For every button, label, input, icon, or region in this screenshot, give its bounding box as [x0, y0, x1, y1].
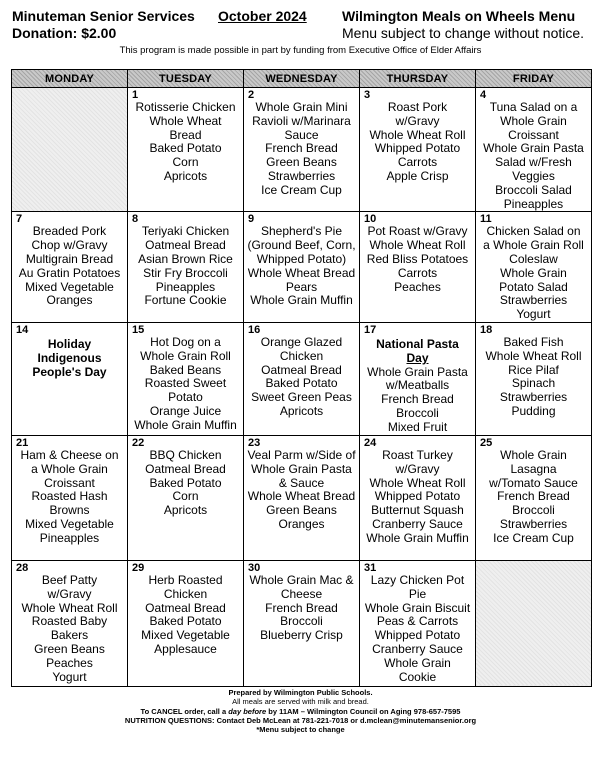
- day-number: 11: [480, 213, 492, 226]
- menu-item: Chicken: [163, 586, 208, 601]
- organization-name: Minuteman Senior Services: [12, 8, 195, 24]
- page-header: [12, 8, 590, 44]
- menu-item: Broccoli: [396, 405, 439, 420]
- menu-item: Whole Wheat Roll: [485, 348, 582, 363]
- menu-item: Whipped Potato: [374, 628, 461, 643]
- day-cell: [476, 322, 592, 435]
- day-number: 21: [16, 436, 29, 449]
- menu-item: Roasted Baby: [31, 614, 108, 629]
- menu-item: Whole Grain Mini: [255, 100, 348, 114]
- day-number: 31: [364, 561, 377, 574]
- menu-item: Stir Fry Broccoli: [143, 265, 228, 280]
- menu-item: Lasagna: [510, 461, 557, 476]
- menu-item: Baked Fish: [503, 334, 564, 349]
- day-number: 10: [364, 213, 377, 226]
- menu-item: French Bread: [265, 600, 338, 615]
- menu-item: Au Gratin Potatoes: [18, 265, 121, 280]
- menu-item: Sweet Green Peas: [251, 390, 352, 405]
- menu-item: Whole Wheat Roll: [369, 127, 466, 142]
- menu-item: BBQ Chicken: [149, 447, 222, 462]
- day-number: 24: [364, 436, 377, 449]
- menu-item: Asian Brown Rice: [138, 251, 233, 266]
- menu-item: Yogurt: [516, 307, 551, 322]
- day-number: 22: [132, 436, 145, 449]
- menu-item: Cheese: [280, 586, 323, 601]
- menu-item: Oatmeal Bread: [145, 600, 226, 615]
- menu-item: Fortune Cookie: [144, 293, 227, 308]
- menu-item: Pears: [285, 279, 318, 294]
- menu-item: Bakers: [50, 628, 89, 643]
- menu-item: Shepherd's Pie: [260, 224, 342, 239]
- menu-item: Corn: [172, 489, 199, 504]
- day-number: 9: [248, 213, 255, 226]
- menu-item: Cranberry Sauce: [372, 641, 463, 656]
- day-cell: [476, 88, 592, 212]
- menu-item: Red Bliss Potatoes: [366, 251, 469, 266]
- menu-item: French Bread: [265, 141, 338, 156]
- menu-item: Yogurt: [52, 669, 87, 684]
- day-number: [478, 562, 589, 574]
- menu-item: Salad w/Fresh: [495, 155, 572, 170]
- menu-item: Potato Salad: [499, 279, 568, 294]
- menu-item: Oranges: [278, 516, 325, 531]
- menu-item: French Bread: [497, 489, 570, 504]
- day-cell: [12, 435, 128, 560]
- menu-item: Pineapples: [155, 279, 216, 294]
- day-cell: [12, 560, 128, 686]
- menu-item: w/Meatballs: [385, 378, 450, 393]
- week-row: [12, 435, 592, 560]
- day-cell: [360, 560, 476, 686]
- day-number: 16: [248, 323, 261, 336]
- day-cell: [12, 212, 128, 323]
- menu-item: Whole Grain Muffin: [366, 530, 469, 545]
- menu-month: October 2024: [218, 8, 307, 24]
- day-cell: [360, 212, 476, 323]
- day-cell: [244, 435, 360, 560]
- menu-item: Broccoli Salad: [495, 182, 572, 197]
- menu-item: Whole Grain Biscuit: [364, 600, 471, 615]
- day-number: [14, 89, 125, 101]
- menu-item: Whole Grain Muffin: [250, 293, 353, 308]
- menu-item: Browns: [49, 503, 90, 518]
- day-number: 8: [132, 213, 139, 226]
- menu-item: Roast Pork: [387, 100, 448, 114]
- footer-meal-note: All meals are served with milk and bread.: [232, 697, 369, 707]
- menu-item: Whole Grain: [500, 265, 567, 280]
- menu-item: Green Beans: [266, 503, 337, 518]
- menu-item: Veggies: [512, 168, 555, 183]
- menu-item: a Whole Grain Roll: [483, 238, 584, 253]
- menu-item: Bread: [169, 127, 202, 142]
- weekday-header: WEDNESDAY: [244, 70, 360, 88]
- menu-item: Green Beans: [266, 155, 337, 170]
- menu-item: Tuna Salad on a: [489, 100, 578, 114]
- day-cell: [12, 322, 128, 435]
- footer-cancel-contact: by 11AM – Wilmington Council on Aging 978-657-7595: [266, 706, 461, 716]
- menu-item: Pineapples: [39, 530, 100, 545]
- holiday-label: Day: [406, 350, 429, 365]
- footer-nutrition-contact: NUTRITION QUESTIONS: Contact Deb McLean at 781-221-7018 or d.mclean@minutemansenior.org: [124, 715, 477, 725]
- funding-note: This program is made possible in part by funding from Executive Office of Elder Affairs: [119, 45, 482, 56]
- menu-item: Ham & Cheese on: [20, 447, 119, 462]
- menu-item: Whole Grain Mac &: [249, 572, 354, 587]
- week-row: [12, 212, 592, 323]
- day-cell: [128, 560, 244, 686]
- page-footer: [0, 688, 601, 734]
- menu-item: Baked Potato: [265, 376, 338, 391]
- menu-item: Mixed Vegetable: [25, 279, 114, 294]
- footer-prepared-by: Prepared by Wilmington Public Schools.: [228, 688, 373, 697]
- menu-item: a Whole Grain: [31, 461, 108, 476]
- menu-item: Whole Grain Pasta: [367, 364, 468, 379]
- menu-item: Strawberries: [499, 390, 568, 405]
- menu-item: Veal Parm w/Side of: [247, 447, 356, 462]
- menu-item: Spinach: [511, 376, 556, 391]
- menu-item: Baked Potato: [149, 614, 222, 629]
- day-number: 7: [16, 213, 23, 226]
- menu-item: Whole Grain: [500, 447, 567, 462]
- menu-item: w/Gravy: [395, 113, 440, 128]
- weekday-header-row: [12, 70, 592, 88]
- menu-item: Whipped Potato): [256, 251, 347, 266]
- menu-item: Ravioli w/Marinara: [252, 113, 351, 128]
- footer-cancel-text: To CANCEL order, call a: [140, 706, 229, 716]
- menu-item: Croissant: [44, 475, 95, 490]
- menu-item: Whipped Potato: [374, 489, 461, 504]
- day-number: 25: [480, 436, 493, 449]
- menu-item: Orange Juice: [149, 403, 222, 418]
- menu-item: Mixed Vegetable: [141, 628, 230, 643]
- menu-item: Whole Grain: [384, 655, 451, 670]
- menu-item: Rotisserie Chicken: [135, 100, 236, 114]
- footer-cancel-info: [0, 707, 601, 716]
- footer-disclaimer: *Menu subject to change: [256, 725, 345, 735]
- menu-item: Roasted Sweet: [144, 376, 227, 391]
- holiday-label: People's Day: [32, 364, 107, 379]
- day-cell: [360, 322, 476, 435]
- menu-item: Oatmeal Bread: [145, 238, 226, 253]
- menu-item: Whole Grain Roll: [140, 348, 231, 363]
- footer-cancel-emphasis: day before: [228, 706, 267, 716]
- menu-item: Roast Turkey: [382, 447, 453, 462]
- menu-item: w/Gravy: [47, 586, 92, 601]
- menu-item: Sauce: [284, 127, 319, 142]
- menu-item: Whole Wheat: [149, 113, 222, 128]
- menu-item: Peaches: [394, 279, 441, 294]
- day-cell: [360, 435, 476, 560]
- week-row: [12, 322, 592, 435]
- menu-title: Wilmington Meals on Wheels Menu: [342, 8, 576, 24]
- menu-item: Baked Potato: [149, 141, 222, 156]
- weekday-header: THURSDAY: [360, 70, 476, 88]
- holiday-label: Indigenous: [37, 350, 102, 365]
- menu-item: Multigrain Bread: [25, 251, 114, 266]
- menu-item: Corn: [172, 155, 199, 170]
- day-cell: [360, 88, 476, 212]
- menu-item: Oranges: [46, 293, 93, 308]
- menu-item: Pot Roast w/Gravy: [367, 224, 468, 239]
- week-row: [12, 88, 592, 212]
- menu-item: Whole Wheat Roll: [369, 475, 466, 490]
- day-number: 18: [480, 323, 493, 336]
- menu-item: Whole Wheat Roll: [21, 600, 118, 615]
- menu-item: Whole Grain: [500, 113, 567, 128]
- menu-item: Ice Cream Cup: [493, 530, 574, 545]
- day-cell: [244, 560, 360, 686]
- menu-item: Oatmeal Bread: [145, 461, 226, 476]
- day-number: 29: [132, 561, 145, 574]
- week-row: [12, 560, 592, 686]
- menu-subtitle: Menu subject to change without notice.: [342, 25, 585, 41]
- menu-item: Broccoli: [280, 614, 323, 629]
- day-cell: [244, 88, 360, 212]
- day-number: 30: [248, 561, 261, 574]
- holiday-label: National Pasta: [376, 336, 459, 351]
- menu-item: Pineapples: [503, 196, 564, 211]
- menu-item: Baked Beans: [149, 362, 222, 377]
- menu-item: Carrots: [397, 155, 438, 170]
- weekday-header: FRIDAY: [476, 70, 592, 88]
- donation-amount: Donation: $2.00: [12, 25, 117, 41]
- menu-item: Pudding: [511, 403, 556, 418]
- weekday-header: MONDAY: [12, 70, 128, 88]
- menu-item: & Sauce: [278, 475, 325, 490]
- day-cell: [476, 560, 592, 686]
- menu-item: Apple Crisp: [386, 168, 449, 183]
- menu-item: Roasted Hash: [31, 489, 108, 504]
- menu-item: Butternut Squash: [371, 503, 464, 518]
- menu-item: Broccoli: [512, 503, 555, 518]
- menu-item: Rice Pilaf: [508, 362, 559, 377]
- menu-item: Whole Grain Pasta: [483, 141, 584, 156]
- menu-item: Strawberries: [267, 168, 336, 183]
- day-cell: [128, 322, 244, 435]
- menu-item: Herb Roasted: [148, 572, 223, 587]
- menu-item: Beef Patty: [41, 572, 98, 587]
- day-number: 2: [248, 89, 255, 101]
- menu-item: Peas & Carrots: [376, 614, 459, 629]
- menu-item: Hot Dog on a: [150, 334, 221, 349]
- menu-item: Chop w/Gravy: [31, 238, 108, 253]
- menu-item: Whole Wheat Bread: [247, 265, 356, 280]
- menu-item: Apricots: [279, 403, 324, 418]
- menu-item: Breaded Pork: [32, 224, 107, 239]
- menu-item: Chicken: [279, 348, 324, 363]
- menu-item: Teriyaki Chicken: [141, 224, 230, 239]
- menu-calendar: [11, 69, 592, 687]
- day-number: 1: [132, 89, 139, 101]
- menu-item: Ice Cream Cup: [261, 182, 342, 197]
- menu-item: Lazy Chicken Pot: [370, 572, 465, 587]
- menu-item: Orange Glazed: [260, 334, 343, 349]
- day-number: 15: [132, 323, 145, 336]
- menu-item: Whipped Potato: [374, 141, 461, 156]
- menu-item: Apricots: [163, 168, 208, 183]
- menu-item: Carrots: [397, 265, 438, 280]
- menu-item: w/Tomato Sauce: [489, 475, 578, 490]
- day-number: 14: [16, 323, 29, 336]
- menu-item: Coleslaw: [509, 251, 558, 266]
- menu-item: Blueberry Crisp: [260, 628, 343, 643]
- day-cell: [128, 88, 244, 212]
- day-cell: [244, 212, 360, 323]
- day-cell: [12, 88, 128, 212]
- day-cell: [476, 212, 592, 323]
- menu-item: Strawberries: [499, 293, 568, 308]
- menu-item: Green Beans: [34, 641, 105, 656]
- menu-item: Mixed Fruit: [387, 419, 448, 434]
- day-cell: [244, 322, 360, 435]
- day-number: 28: [16, 561, 29, 574]
- menu-item: Croissant: [508, 127, 559, 142]
- menu-item: w/Gravy: [395, 461, 440, 476]
- day-number: 17: [364, 323, 377, 336]
- day-cell: [128, 212, 244, 323]
- menu-item: Whole Wheat Bread: [247, 489, 356, 504]
- day-number: 23: [248, 436, 261, 449]
- menu-item: Pie: [408, 586, 427, 601]
- menu-item: Cranberry Sauce: [372, 516, 463, 531]
- menu-item: Whole Grain Pasta: [251, 461, 352, 476]
- menu-item: Apricots: [163, 503, 208, 518]
- menu-item: French Bread: [381, 392, 454, 407]
- menu-item: Whole Grain Muffin: [134, 417, 237, 432]
- menu-item: Chicken Salad on: [486, 224, 581, 239]
- menu-item: Oatmeal Bread: [261, 362, 342, 377]
- menu-item: Mixed Vegetable: [25, 516, 114, 531]
- menu-item: Cookie: [398, 669, 437, 684]
- day-number: 3: [364, 89, 371, 101]
- menu-item: Strawberries: [499, 516, 568, 531]
- menu-item: Whole Wheat Roll: [369, 238, 466, 253]
- menu-item: Peaches: [46, 655, 93, 670]
- day-cell: [128, 435, 244, 560]
- weekday-header: TUESDAY: [128, 70, 244, 88]
- day-number: 4: [480, 89, 487, 101]
- menu-item: Potato: [168, 390, 203, 405]
- day-cell: [476, 435, 592, 560]
- holiday-label: Holiday: [47, 336, 92, 351]
- menu-item: Applesauce: [154, 641, 217, 656]
- menu-item: (Ground Beef, Corn,: [247, 238, 356, 253]
- menu-item: Baked Potato: [149, 475, 222, 490]
